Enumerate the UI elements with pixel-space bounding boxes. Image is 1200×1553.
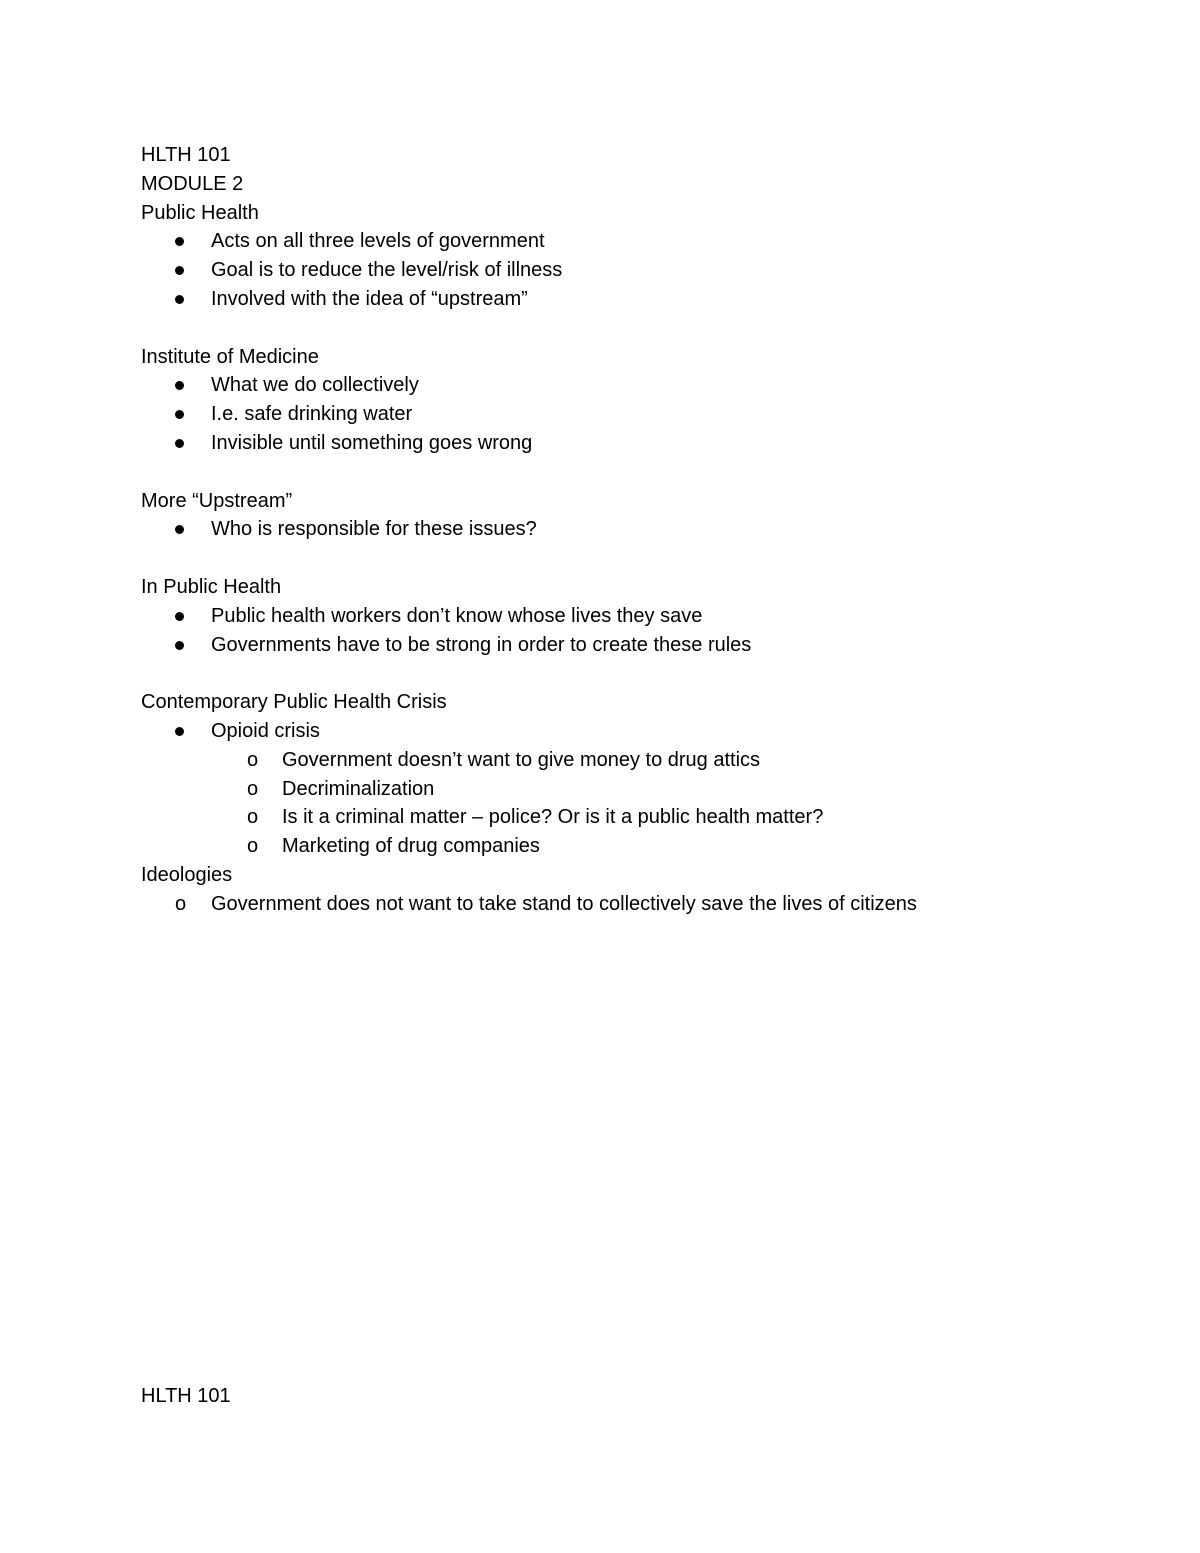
sub-bullet-item bbox=[141, 803, 1101, 832]
next-page-header: HLTH 101 bbox=[141, 1385, 231, 1407]
section-heading-in-public-health: In Public Health bbox=[141, 575, 282, 598]
circle-bullet-icon: o bbox=[175, 892, 187, 915]
bullet-item bbox=[141, 285, 1101, 314]
sub-bullet-text: Marketing of drug companies bbox=[282, 835, 540, 858]
circle-bullet-icon: o bbox=[247, 806, 259, 829]
section-heading-institute-of-medicine: Institute of Medicine bbox=[141, 345, 319, 368]
circle-bullet-icon: o bbox=[247, 748, 259, 771]
bullet-item bbox=[141, 400, 1101, 429]
sub-bullet-text: Government doesn’t want to give money to drug attics bbox=[282, 748, 761, 771]
paragraph-gap bbox=[141, 314, 1101, 343]
section-heading-ideologies: Ideologies bbox=[141, 863, 233, 886]
bullet-item bbox=[141, 602, 1101, 631]
bullet-text: I.e. safe drinking water bbox=[211, 403, 413, 426]
bullet-text: Who is responsible for these issues? bbox=[211, 518, 537, 541]
bullet-text: Acts on all three levels of government bbox=[211, 230, 545, 253]
sub-bullet-item bbox=[141, 746, 1101, 775]
bullet-text: Opioid crisis bbox=[211, 719, 320, 742]
sub-bullet-text: Is it a criminal matter – police? Or is it a public health matter? bbox=[282, 806, 824, 829]
bullet-text: What we do collectively bbox=[211, 374, 419, 397]
circle-bullet-icon: o bbox=[247, 835, 259, 858]
bullet-text: Public health workers don’t know whose lives they save bbox=[211, 604, 703, 627]
bullet-item bbox=[141, 717, 1101, 746]
document-body bbox=[141, 141, 1101, 919]
bullet-item bbox=[141, 256, 1101, 285]
paragraph-gap bbox=[141, 659, 1101, 688]
bullet-text: Government does not want to take stand to collectively save the lives of citizens bbox=[211, 892, 917, 915]
bullet-item bbox=[141, 515, 1101, 544]
sub-bullet-item bbox=[141, 890, 1101, 919]
circle-bullet-icon: o bbox=[247, 777, 259, 800]
bullet-text: Goal is to reduce the level/risk of illness bbox=[211, 259, 563, 282]
bullet-text: Governments have to be strong in order to create these rules bbox=[211, 633, 752, 656]
sub-bullet-item bbox=[141, 775, 1101, 804]
bullet-item bbox=[141, 631, 1101, 660]
bullet-text: Invisible until something goes wrong bbox=[211, 431, 533, 454]
section-heading-more-upstream: More “Upstream” bbox=[141, 489, 293, 512]
sub-bullet-text: Decriminalization bbox=[282, 777, 435, 800]
bullet-item bbox=[141, 429, 1101, 458]
bullet-item bbox=[141, 227, 1101, 256]
course-code: HLTH 101 bbox=[141, 144, 231, 166]
section-heading-public-health: Public Health bbox=[141, 201, 259, 224]
paragraph-gap bbox=[141, 458, 1101, 487]
paragraph-gap bbox=[141, 544, 1101, 573]
sub-bullet-item bbox=[141, 832, 1101, 861]
section-heading-contemporary-crisis: Contemporary Public Health Crisis bbox=[141, 691, 447, 714]
bullet-text: Involved with the idea of “upstream” bbox=[211, 287, 528, 310]
module-title: MODULE 2 bbox=[141, 172, 244, 195]
bullet-item bbox=[141, 371, 1101, 400]
